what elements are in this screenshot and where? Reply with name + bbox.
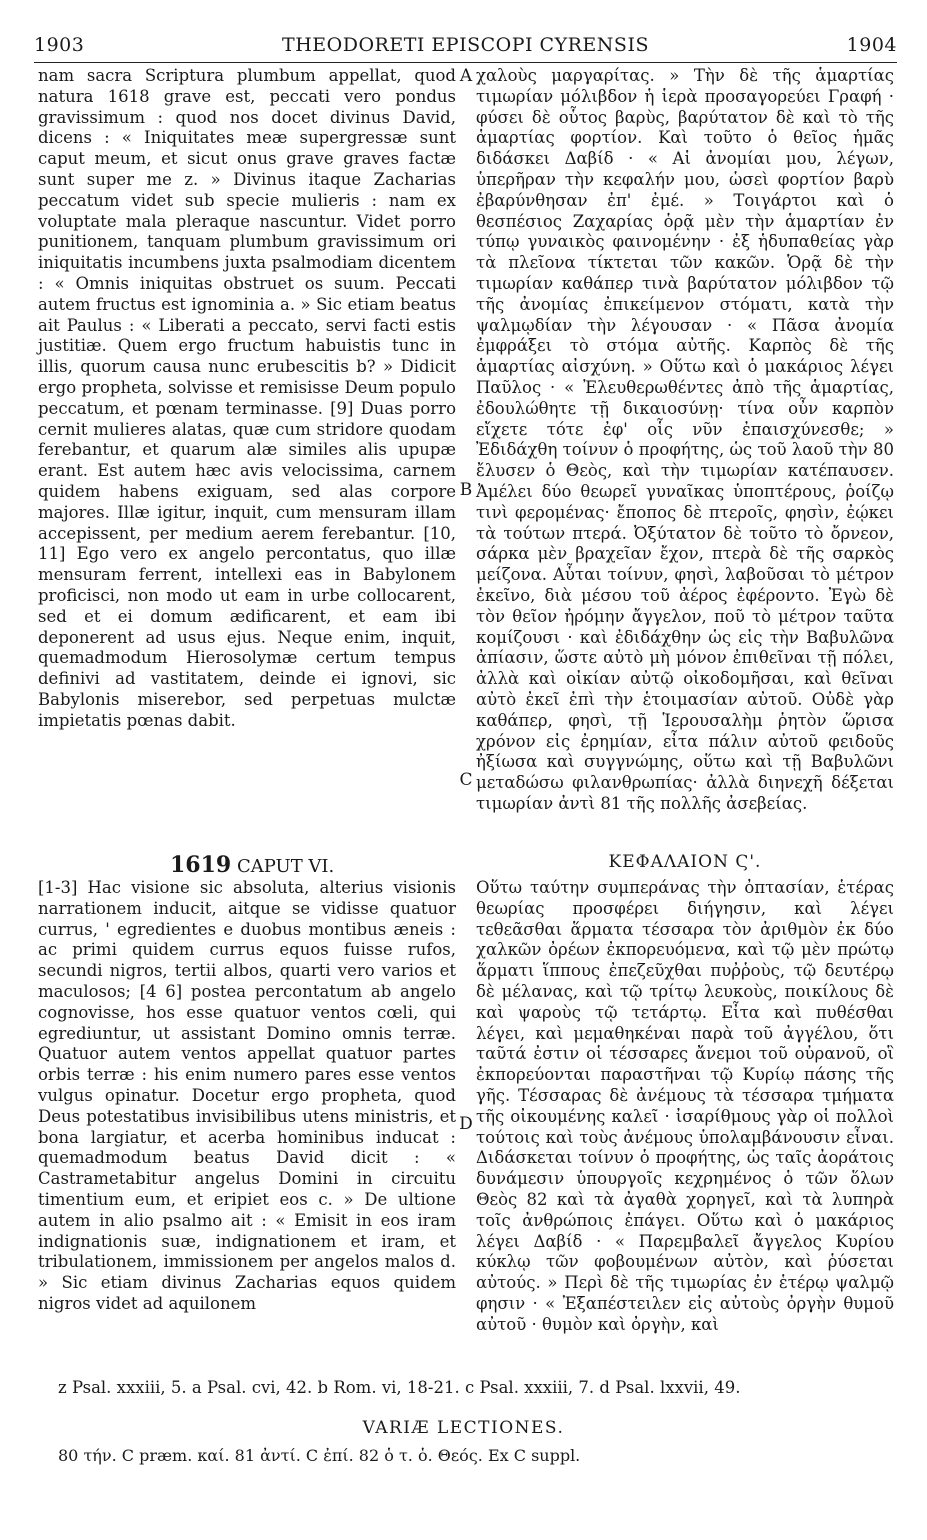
footnotes: z Psal. xxxiii, 5. a Psal. cvi, 42. b Rom. vi, 18-21. c Psal. xxxiii, 7. d Psal. lxxvii, 49. [58, 1378, 741, 1397]
latin-column-bottom [38, 878, 456, 1315]
latin-paragraph: nam sacra Scriptura plumbum appellat, quod natura 1618 grave est, peccati vero pondus gravissimum : quod nos docet divinus David, dicens : « Iniquitates meæ supergressæ sunt caput meum, et sicut onus grave graves factæ sunt super me z. » Divinus itaque Zacharias peccatum videt sub specie mulieris : nam ex voluptate mala pleraque nascuntur. Videt porro punitionem, tanquam plumbum gravissimum ori iniquitatis incumbens juxta psalmodiam dicentem : « Omnis iniquitas obstruet os suum. Peccati autem fructus est ignominia a. » Sic etiam beatus ait Paulus : « Liberati a peccato, servi facti estis justitiæ. Quem ergo fructum habuistis tunc in illis, quorum causa nunc erubescitis b? » Didicit ergo propheta, solvisse et remisisse Deum populo peccatum, et pœnam terminasse. [9] Duas porro cernit mulieres alatas, quæ cum stridore quodam ferebantur, et quarum alæ similes alis upupæ erant. Est autem hæc avis velocissima, carnem quidem habens exiguam, sed alas corpore majores. Illæ igitur, inquit, cum mensuram illam accepissent, per medium aerem ferebantur. [10, 11] Ego vero ex angelo percontatus, quo illæ mensuram ferrent, intellexi eas in Babylonem proficisci, non modo ut eam in urbe collocarent, sed et ei domum ædificarent, et eam ibi deponerent ad usus ejus. Neque enim, inquit, quemadmodum Hierosolymæ certum tempus definivi ad vastitatem, deinde ei ignovi, sic Babylonis miserebor, sed perpetuas mulctæ impietatis pœnas dabit. [38, 66, 456, 730]
chapter-label: CAPUT VI. [236, 856, 335, 877]
margin-letter-b: B [459, 480, 473, 500]
latin-column-top [38, 66, 456, 732]
margin-letter-c: C [459, 770, 473, 790]
margin-letter-a: A [459, 66, 473, 86]
page-header [34, 32, 897, 63]
varia-heading: VARIÆ LECTIONES. [362, 1418, 565, 1438]
greek-paragraph: χαλοὺς μαργαρίτας. » Τὴν δὲ τῆς ἁμαρτίας τιμωρίαν μόλιβδον ἡ ἱερὰ προσαγορεύει Γραφή · φύσει δὲ οὗτος βαρὺς, βαρύτατον δὲ καὶ τὸ τῆς ἁμαρτίας φορτίον. Καὶ τοῦτο ὁ θεῖος ἡμᾶς διδάσκει Δαβίδ · « Αἱ ἀνομίαι μου, λέγων, ὑπερῆραν τὴν κεφαλήν μου, ὡσεὶ φορτίον βαρὺ ἐβαρύνθησαν ἐπ' ἐμέ. » Τοιγάρτοι καὶ ὁ θεσπέσιος Ζαχαρίας ὁρᾷ μὲν τὴν ἁμαρτίαν ἐν τύπῳ γυναικὸς φαινομένην · ἐξ ἡδυπαθείας γὰρ τὰ πλεῖονα τίκτεται τῶν κακῶν. Ὁρᾷ δὲ τὴν τιμωρίαν καθάπερ τινὰ βαρύτατον μόλιβδον τῷ τῆς ἀνομίας ἐπικείμενον στόματι, κατὰ τὴν ψαλμῳδίαν τὴν λέγουσαν · « Πᾶσα ἀνομία ἐμφράξει τὸ στόμα αὐτῆς. Καρπὸς δὲ τῆς ἁμαρτίας αἰσχύνη. » Οὕτω καὶ ὁ μακάριος λέγει Παῦλος · « Ἐλευθερωθέντες ἀπὸ τῆς ἁμαρτίας, ἐδουλώθητε τῇ δικαιοσύνῃ· τίνα οὖν καρπὸν εἴχετε τότε ἐφ' οἷς νῦν ἐπαισχύνεσθε; » Ἐδιδάχθη τοίνυν ὁ προφήτης, ὡς τοῦ λαοῦ τὴν 80 ἔλυσεν ὁ Θεὸς, καὶ τὴν τιμωρίαν κατέπαυσεν. Ἀμέλει δύο θεωρεῖ γυναῖκας ὑποπτέρους, ῥοίζῳ τινὶ φερομένας· ἔποπος δὲ πτεροῖς, φησὶν, ἐῴκει τὰ τούτων πτερά. Ὀξύτατον δὲ τοῦτο τὸ ὄρνεον, σάρκα μὲν βραχεῖαν ἔχον, πτερὰ δὲ τῆς σαρκὸς μείζονα. Αὗται τοίνυν, φησὶ, λαβοῦσαι τὸ μέτρον ἐκεῖνο, διὰ μέσου τοῦ ἀέρος ἐφέροντο. Ἐγὼ δὲ τὸν θεῖον ἠρόμην ἄγγελον, ποῦ τὸ μέτρον ταῦτα κομίζουσι · καὶ ἐδιδάχθην ὡς εἰς τὴν Βαβυλῶνα ἀπίασιν, ὥστε αὐτὸ μὴ μόνον ἐπιθεῖναι τῇ πόλει, ἀλλὰ καὶ οἰκίαν αὐτῷ οἰκοδομῆσαι, καὶ θεῖναι αὐτὸ ἐκεῖ ἐπὶ τὴν ἑτοιμασίαν αὐτοῦ. Οὐδὲ γὰρ καθάπερ, φησὶ, τῇ Ἱερουσαλὴμ ῥητὸν ὥρισα χρόνον εἰς ἐρημίαν, εἶτα πάλιν αὐτοῦ φειδοῦς ἠξίωσα καὶ συγγνώμης, οὕτω καὶ τῇ Βαβυλῶνι μεταδώσω φιλανθρωπίας· ἀλλὰ διηνεχῆ δέξεται τιμωρίαν ἀντὶ 81 τῆς πολλῆς ἀσεβείας. [476, 66, 894, 813]
greek-paragraph: Οὕτω ταύτην συμπεράνας τὴν ὀπτασίαν, ἑτέρας θεωρίας προσφέρει διήγησιν, καὶ λέγει τεθεᾶσθαι ἅρματα τέσσαρα τὸν ἀριθμὸν ἐκ δύο χαλκῶν ὀρέων ἐκπορευόμενα, καὶ τῷ μὲν πρώτῳ ἅρματι ἵππους ἐπεζεῦχθαι πυῤῥοὺς, τῷ δευτέρῳ δὲ μέλανας, καὶ τῷ τρίτῳ λευκοὺς, ποικίλους δὲ καὶ ψαροὺς τῷ τετάρτῳ. Εἶτα καὶ πυθέσθαι λέγει, καὶ μεμαθηκέναι παρὰ τοῦ ἀγγέλου, ὅτι ταῦτά ἐστιν οἱ τέσσαρες ἄνεμοι τοῦ οὐρανοῦ, οἳ ἐκπορεύονται παραστῆναι τῷ Κυρίῳ πάσης τῆς γῆς. Τέσσαρας δὲ ἀνέμους τὰ τέσσαρα τμήματα τῆς οἰκουμένης καλεῖ · ἰσαρίθμους γὰρ οἱ πολλοὶ τούτοις καὶ τοὺς ἀνέμους ὑπολαμβάνουσιν εἶναι. Διδάσκεται τοίνυν ὁ προφήτης, ὡς ταῖς ἀοράτοις δυνάμεσιν ὑπουργοῖς κεχρημένος ὁ τῶν ὅλων Θεὸς 82 καὶ τὰ ἀγαθὰ χορηγεῖ, καὶ τὰ λυπηρὰ τοῖς ἀνθρώποις ἐπάγει. Οὕτω καὶ ὁ μακάριος λέγει Δαβίδ · « Παρεμβαλεῖ ἄγγελος Κυρίου κύκλῳ τῶν φοβουμένων αὐτὸν, καὶ ῥύσεται αὐτούς. » Περὶ δὲ τῆς τιμωρίας ἐν ἑτέρῳ ψαλμῷ φησιν · « Ἐξαπέστειλεν εἰς αὐτοὺς ὀργὴν θυμοῦ αὐτοῦ · θυμὸν καὶ ὀργὴν, καὶ [476, 878, 894, 1334]
right-page-number: 1904 [846, 34, 897, 56]
greek-chapter-heading: ΚΕΦΑΛΑΙΟΝ Ϛ'. [608, 852, 762, 872]
latin-chapter-heading [38, 852, 456, 878]
running-title: THEODORETI EPISCOPI CYRENSIS [282, 34, 649, 56]
greek-column-bottom [476, 878, 894, 1336]
greek-column-top [476, 66, 894, 815]
margin-letter-d: D [459, 1114, 473, 1134]
latin-paragraph: [1-3] Hac visione sic absoluta, alterius visionis narrationem inducit, aitque se vidisse quatuor currus, ' egredientes e duobus montibus æneis : ac primi quidem currus equos fuisse rufos, secundi nigros, tertii albos, quarti vero varios et maculosos; [4 6] postea percontatum ab angelo cognovisse, hos esse quatuor ventos cœli, qui egrediuntur, ut assistant Domino omnis terræ. Quatuor autem ventos appellat quatuor partes orbis terræ : his enim numero pares esse ventos vulgus opinatur. Docetur ergo propheta, quod Deus potestatibus invisibilibus utens ministris, et bona largiatur, et acerba hominibus inducat : quemadmodum beatus David dicit : « Castrametabitur angelus Domini in circuitu timentium eum, et eripiet eos c. » De ultione autem in alio psalmo ait : « Emisit in eos iram indignationis suæ, indignationem et iram, et tribulationem, immissionem per angelos malos d. » Sic etiam divinus Zacharias equos quidem nigros videt ad aquilonem [38, 878, 456, 1313]
chapter-number: 1619 [170, 852, 232, 878]
left-page-number: 1903 [34, 34, 85, 56]
varia-lectiones: 80 τήν. C præm. καί. 81 ἀντί. C ἐπί. 82 ὁ τ. ὁ. Θεός. Ex C suppl. [58, 1446, 581, 1465]
